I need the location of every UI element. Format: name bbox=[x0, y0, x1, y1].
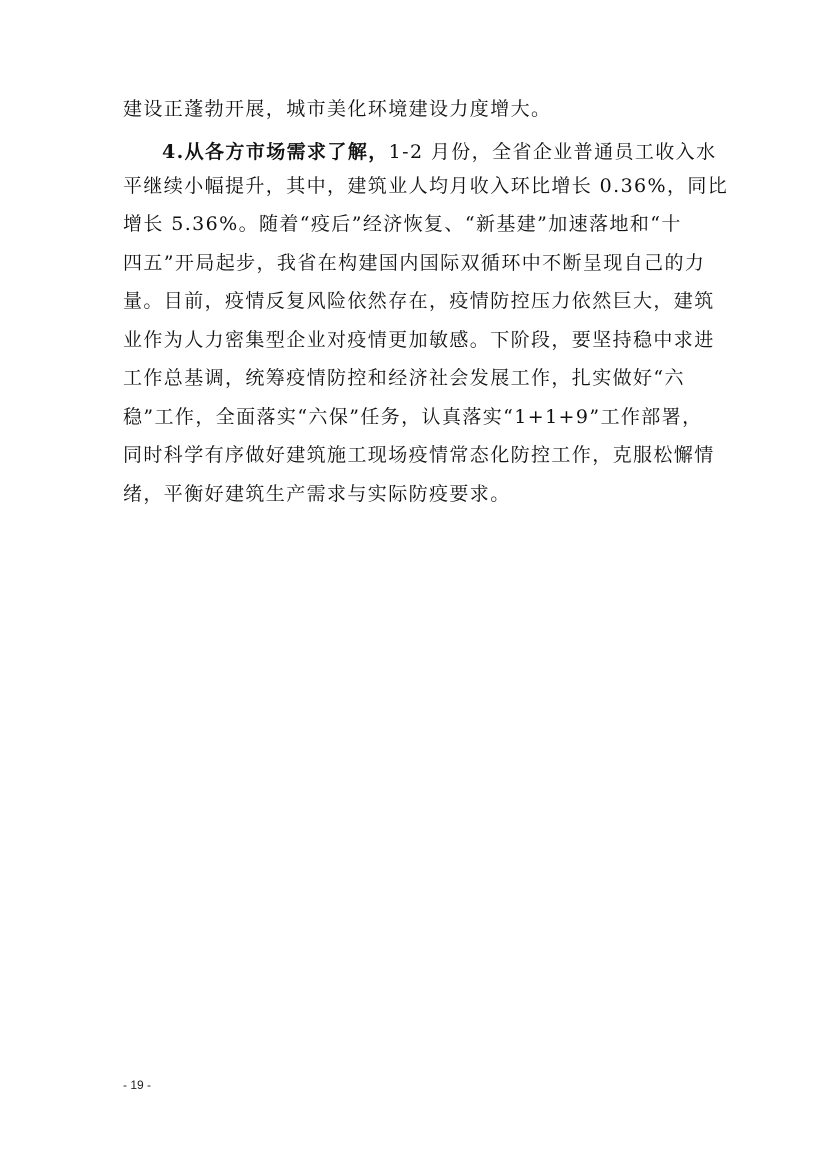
text-line-8: 工作总基调，统筹疫情防控和经济社会发展工作，扎实做好“六 bbox=[123, 367, 685, 389]
text-line-4: 增长 5.36%。随着“疫后”经济恢复、“新基建”加速落地和“十 bbox=[123, 213, 682, 235]
paragraph-4-heading: 4.从各方市场需求了解， bbox=[162, 141, 389, 163]
text-line-10: 同时科学有序做好建筑施工现场疫情常态化防控工作，克服松懈情 bbox=[123, 444, 715, 466]
text-line-9: 稳”工作，全面落实“六保”任务，认真落实“1+1+9”工作部署， bbox=[123, 406, 703, 428]
text-line-7: 业作为人力密集型企业对疫情更加敏感。下阶段，要坚持稳中求进 bbox=[123, 329, 715, 351]
text-line-6: 量。目前，疫情反复风险依然存在，疫情防控压力依然巨大，建筑 bbox=[123, 290, 715, 312]
paragraph-4-first-line-text: 1-2 月份，全省企业普通员工收入水 bbox=[388, 141, 717, 163]
text-line-3: 平继续小幅提升，其中，建筑业人均月收入环比增长 0.36%，同比 bbox=[123, 175, 729, 197]
text-line-5: 四五”开局起步，我省在构建国内国际双循环中不断呈现自己的力 bbox=[123, 252, 706, 274]
text-line-1: 建设正蓬勃开展，城市美化环境建设力度增大。 bbox=[123, 98, 552, 120]
text-line-11: 绪，平衡好建筑生产需求与实际防疫要求。 bbox=[123, 483, 511, 505]
paragraph-4-first-line bbox=[162, 140, 716, 164]
page-number: - 19 - bbox=[123, 1078, 152, 1092]
